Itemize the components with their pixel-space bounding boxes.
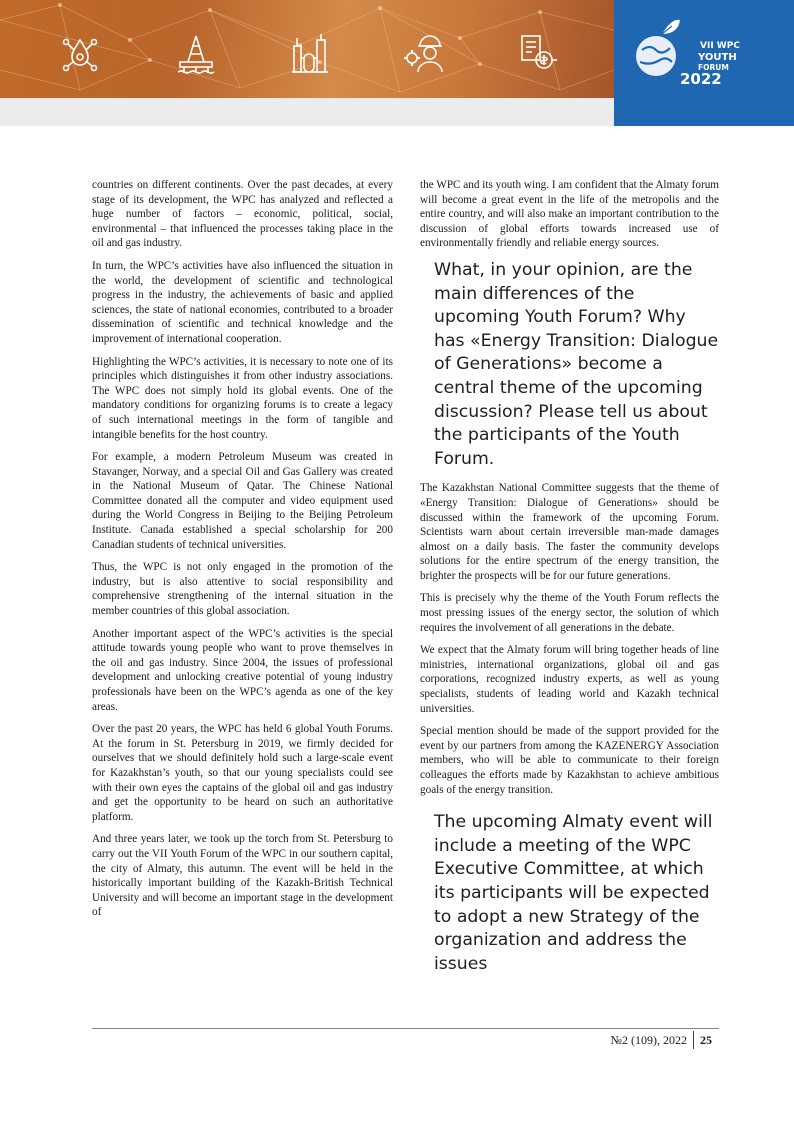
issue-label: №2 (109), 2022: [610, 1033, 687, 1047]
globe-leaf-logo: [632, 14, 682, 84]
right-column: [420, 178, 719, 986]
paragraph: countries on different continents. Over the past decades, at every stage of its development, the WPC has analyzed and reflected a huge number of factors – economic, political, social, environmental – that influenced the processes taking place in the oil and gas industry.: [92, 179, 393, 250]
footer-separator: [693, 1031, 694, 1049]
footer-rule: [92, 1028, 719, 1029]
paragraph: We expect that the Almaty forum will bring together heads of line ministries, international organizations, global oil and gas corporations, recognized industry experts, as well as young specialists, students of leading world and Kazakh technical universities.: [420, 644, 719, 715]
paragraph: Highlighting the WPC’s activities, it is necessary to note one of its principles which distinguishes it from other industry associations. The WPC does not simply hold its global events. One of the mandatory conditions for organizing forums is to create a legacy of such international meetings in the form of tangible and intangible benefits for the host country.: [92, 355, 393, 441]
page-number: 25: [700, 1033, 712, 1047]
paragraph: Over the past 20 years, the WPC has held 6 global Youth Forums. At the forum in St. Petersburg in 2019, we firmly decided for ourselves that we should definitely hold such a large-scale event for Kazakhstan’s youth, so that our young specialists could see with their own eyes the captains of the global oil and gas industry and get the opportunity to be heard on such an authoritative platform.: [92, 723, 393, 823]
oil-drop-molecule-icon: [60, 32, 100, 74]
logo-edition: VII WPC: [700, 41, 740, 51]
oil-rig-icon: [176, 32, 216, 74]
logo-forum: FORUM: [698, 63, 729, 72]
paragraph: the WPC and its youth wing. I am confident that the Almaty forum will become a great event in the life of the metropolis and the entire country, and will also make an important contribution to the discussion of global efforts towards increased use of environmentally friendly and reliable energy sources.: [420, 179, 720, 250]
paragraph: And three years later, we took up the torch from St. Petersburg to carry out the VII Youth Forum of the WPC in our southern capital, the city of Almaty, this autumn. The event will be held in the historically important building of the Kazakh-British Technical University and will become an important stage in the development of: [92, 833, 393, 919]
pull-quote: The upcoming Almaty event will include a meeting of the WPC Executive Committee, at which its participants will be expected to adopt a new Strategy of the organization and address the issues: [434, 812, 713, 974]
interview-question: What, in your opinion, are the main differences of the upcoming Youth Forum? Why has «Energy Transition: Dialogue of Generations» become a central theme of the upcoming discussion? Please tell us about the participants of the Youth Forum.: [434, 259, 719, 469]
page-header: [0, 0, 794, 126]
finance-document-icon: [518, 32, 558, 74]
logo-year: 2022: [680, 70, 722, 88]
paragraph: The Kazakhstan National Committee suggests that the theme of «Energy Transition: Dialogue of Generations» should be discussed within the framework of the upcoming Forum. Scientists warn about certain irreversible man-made damages almost on a daily basis. The faster the community develops solutions for the entire spectrum of the energy transition, the brighter the prospects will be for our future generations.: [420, 482, 719, 582]
wpc-youth-forum-logo: [614, 0, 794, 126]
header-banner: [0, 0, 614, 98]
refinery-icon: [290, 32, 330, 74]
paragraph: Another important aspect of the WPC’s activities is the special attitude towards young people who want to prove themselves in the oil and gas industry. Since 2004, the issues of professional development and unlocking creative potential of young industry professionals have been on the WPC’s agenda as one of the key areas.: [92, 627, 393, 713]
paragraph: In turn, the WPC’s activities have also influenced the situation in the world, the development of scientific and technological progress in the industry, the achievements of basic and applied sciences, the state of national economies, contributed to a broader dissemination of scientific and technical knowledge and the improvement of international cooperation.: [92, 259, 393, 345]
paragraph: Thus, the WPC is not only engaged in the promotion of the industry, but is also attentive to social responsibility and comprehensive strengthening of the internal situation in the member countries of this global association.: [92, 561, 393, 618]
logo-youth: YOUTH: [698, 52, 737, 63]
paragraph: Special mention should be made of the support provided for the event by our partners from among the KAZENERGY Association members, who will be able to communicate to their foreign colleagues the efforts made by Kazakhstan to achieve ambitious goals of the energy transition.: [420, 725, 719, 796]
paragraph: For example, a modern Petroleum Museum was created in Stavanger, Norway, and a special Oil and Gas Gallery was created in the National Museum of Qatar. The Chinese National Committee donated all the computer and video equipment used during the World Congress in Beijing to the Beijing Petroleum Institute. Canada established a special scholarship for 200 Canadian students of technical universities.: [92, 451, 393, 551]
paragraph: This is precisely why the theme of the Youth Forum reflects the most pressing issues of the energy sector, the solution of which requires the involvement of all generations in the debate.: [420, 592, 719, 634]
engineer-gear-icon: [404, 32, 444, 74]
left-column: [92, 178, 393, 928]
